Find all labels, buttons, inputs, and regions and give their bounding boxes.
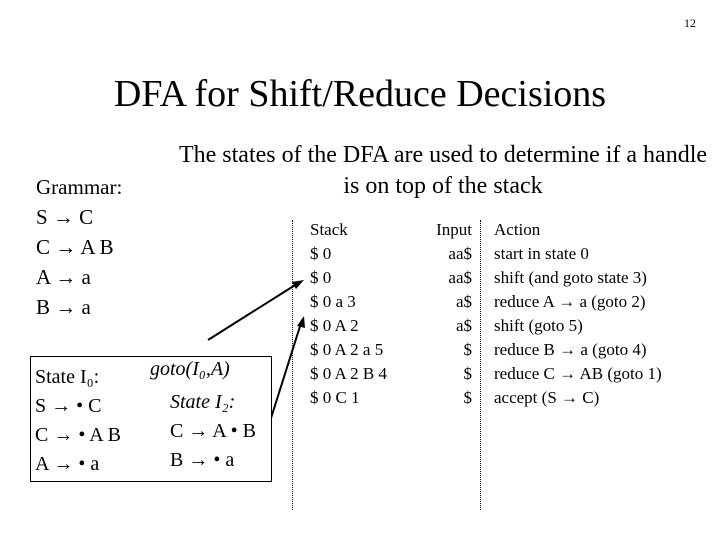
goto-label: goto(I₀,A) (150, 358, 230, 380)
grammar-label: Grammar: (36, 175, 123, 199)
stack-header: Stack (310, 220, 348, 239)
action-cell: accept (S → C) (494, 388, 600, 407)
grammar-rule: B → a (36, 295, 91, 319)
action-cell: reduce A → a (goto 2) (494, 292, 646, 311)
grammar-rule: S → C (36, 205, 94, 229)
input-column (416, 218, 472, 410)
input-cell: aa$ (448, 268, 472, 287)
action-cell: shift (and goto state 3) (494, 268, 647, 287)
input-cell: a$ (455, 292, 472, 311)
action-cell: start in state 0 (494, 244, 589, 263)
state-i2-item: B → • a (170, 449, 235, 471)
stack-cell: $ 0 C 1 (310, 388, 360, 407)
stack-column (310, 218, 410, 410)
table-divider (292, 220, 293, 510)
state-i0-item: C → • A B (35, 424, 121, 446)
state-i0-item: S → • C (35, 395, 102, 417)
grammar-rule: C → A B (36, 235, 114, 259)
arrow-head (297, 316, 305, 328)
state-i2-label: State I₂: (170, 391, 236, 413)
stack-cell: $ 0 a 3 (310, 292, 356, 311)
state-i0-item: A → • a (35, 453, 100, 475)
action-header: Action (494, 220, 541, 239)
slide-subtitle: The states of the DFA are used to determine if a handle is on top of the stack (178, 142, 708, 199)
state-i2-box (162, 386, 266, 474)
input-cell: $ (463, 388, 472, 407)
grammar-rule: A → a (36, 265, 91, 289)
action-cell: shift (goto 5) (494, 316, 583, 335)
stack-cell: $ 0 A 2 a 5 (310, 340, 384, 359)
state-i2-item: C → A • B (170, 420, 256, 442)
arrow-head (292, 280, 304, 289)
input-cell: $ (463, 364, 472, 383)
arrow-line (208, 282, 300, 340)
slide-title: DFA for Shift/Reduce Decisions (113, 73, 607, 115)
state-i0-label: State I₀: (35, 366, 100, 388)
input-cell: aa$ (448, 244, 472, 263)
action-column (494, 218, 714, 410)
action-cell: reduce C → AB (goto 1) (494, 364, 662, 383)
stack-cell: $ 0 A 2 B 4 (310, 364, 387, 383)
input-cell: $ (463, 340, 472, 359)
input-cell: a$ (455, 316, 472, 335)
table-divider (480, 220, 481, 510)
slide-number: 12 (684, 16, 696, 30)
stack-cell: $ 0 (310, 244, 332, 263)
stack-cell: $ 0 (310, 268, 332, 287)
stack-cell: $ 0 A 2 (310, 316, 359, 335)
input-header: Input (436, 220, 472, 239)
action-cell: reduce B → a (goto 4) (494, 340, 647, 359)
